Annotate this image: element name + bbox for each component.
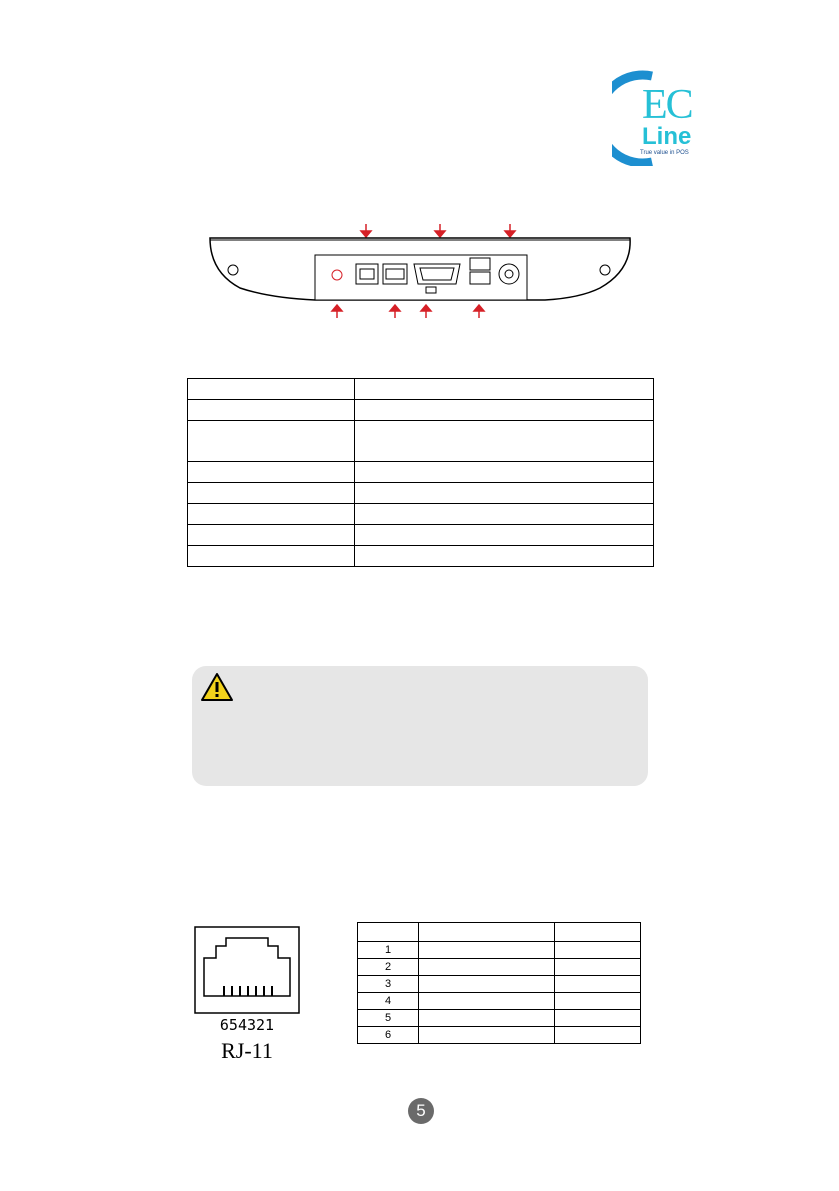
- logo-line-text: Line: [642, 123, 692, 150]
- ecline-logo: [612, 70, 710, 166]
- device-io-figure: [200, 220, 640, 320]
- table-row: [188, 483, 654, 504]
- table-row: 4: [358, 993, 641, 1010]
- table-row: [188, 379, 654, 400]
- table-row: [188, 400, 654, 421]
- table-row: 5: [358, 1010, 641, 1027]
- table-row: 6: [358, 1027, 641, 1044]
- warning-box: [192, 666, 648, 786]
- logo-ec-text: EC: [642, 82, 692, 128]
- table-row: [188, 421, 654, 462]
- table-row: [188, 525, 654, 546]
- port-spec-table: [187, 378, 654, 567]
- rj11-connector-figure: [194, 926, 300, 1014]
- top-arrows: [361, 224, 515, 237]
- table-row: 2: [358, 959, 641, 976]
- table-row: 3: [358, 976, 641, 993]
- table-header-row: [358, 923, 641, 942]
- rj11-pin-table: [357, 922, 641, 1044]
- warning-triangle-icon: [200, 672, 234, 702]
- logo-tagline: True value in POS: [640, 150, 689, 156]
- table-row: [188, 546, 654, 567]
- table-row: 1: [358, 942, 641, 959]
- rj11-label: RJ-11: [221, 1038, 273, 1063]
- rj11-pin-order: 654321: [219, 1016, 275, 1034]
- table-row: [188, 504, 654, 525]
- bottom-arrows: [332, 305, 484, 318]
- table-row: [188, 462, 654, 483]
- page-number: 5: [408, 1098, 434, 1124]
